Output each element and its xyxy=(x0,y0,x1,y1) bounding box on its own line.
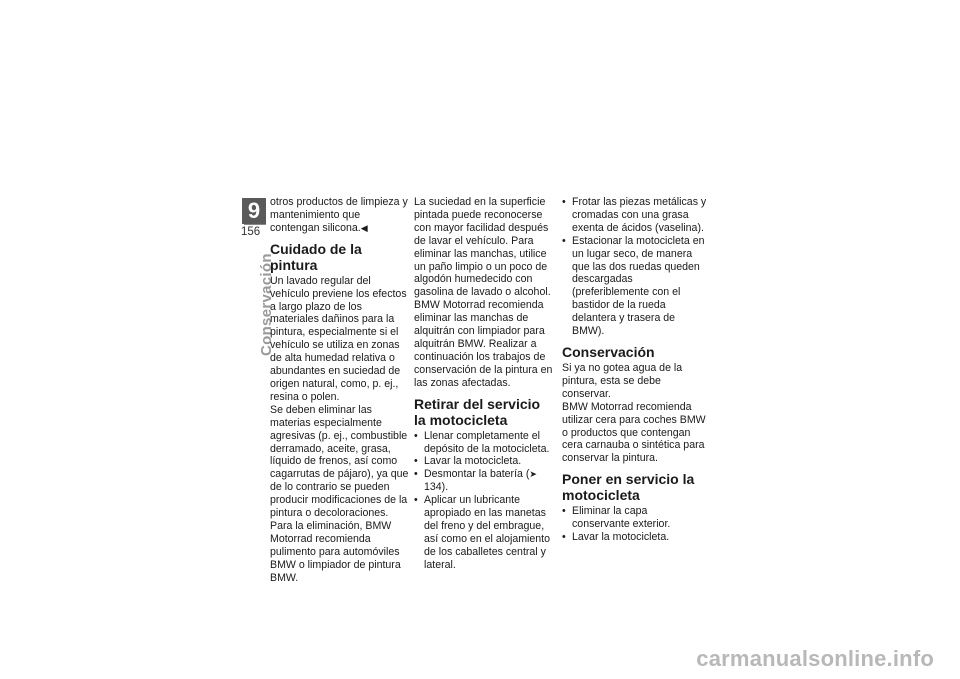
column-3 xyxy=(562,196,708,544)
bullet-list xyxy=(414,430,554,572)
paragraph: Si ya no gotea agua de la pintura, esta se debe conservar. xyxy=(562,361,683,400)
paragraph: Se deben eliminar las materias especialmente agresivas (p. ej., combustible derramado, aceite, grasa, líquido de frenos, así como cagarrutas de pájaro), ya que de lo contrario se pueden producir modificaciones de la pintura o decoloraciones. Para la eliminación, BMW Motorrad recomienda pulimento para automóviles BMW o limpiador de pintura BMW. xyxy=(270,403,409,584)
bullet-list xyxy=(562,505,708,544)
list-item: • Frotar las piezas metálicas y cromadas con una grasa exenta de ácidos (vaselina). xyxy=(562,196,708,235)
chapter-title: Conservación xyxy=(258,253,275,356)
watermark: carmanualsonline.info xyxy=(696,646,934,671)
chapter-number: 9 xyxy=(242,198,266,224)
list-item: • Llenar completamente el depósito de la motocicleta. xyxy=(414,430,554,456)
section-heading: Poner en servicio la motocicleta xyxy=(562,471,695,504)
list-item: • Aplicar un lubricante apropiado en las manetas del freno y del embrague, así como en el alojamiento de los caballetes central y lateral. xyxy=(414,494,554,571)
paragraph: La suciedad en la superficie pintada puede reconocerse con mayor facilidad después de lavar el vehículo. Para eliminar las manchas, utilice un paño limpio o un poco de algodón humedecido con gasolina de lavado o alcohol. BMW Motorrad recomienda eliminar las manchas de alquitrán con limpiador para alquitrán BMW. Realizar a continuación los trabajos de conservación de la pintura en las zonas afectadas. xyxy=(414,196,553,389)
paragraph: BMW Motorrad recomienda utilizar cera para coches BMW o productos que contengan cera carnauba o sintética para conservar la pintura. xyxy=(562,400,706,465)
bullet-list xyxy=(562,196,708,338)
list-item: • Lavar la motocicleta. xyxy=(562,531,708,544)
list-item: • Eliminar la capa conservante exterior. xyxy=(562,505,708,531)
section-heading: Conservación xyxy=(562,343,655,360)
paragraph: otros productos de limpieza y mantenimiento que contengan silicona.◀ xyxy=(270,196,408,234)
divider xyxy=(244,224,266,225)
list-item: • Lavar la motocicleta. xyxy=(414,455,554,468)
paragraph: Un lavado regular del vehículo previene los efectos a largo plazo de los materiales dañinos para la pintura, especialmente si el vehículo se utiliza en zonas de alta humedad relativa o abundantes en suciedad de origen natural, como, p. ej., resina o polen. xyxy=(270,274,407,403)
list-item: • Estacionar la motocicleta en un lugar seco, de manera que las dos ruedas queden descargadas (preferiblemente con el bastidor de la rueda delantera y trasera de BMW). xyxy=(562,235,708,338)
column-2 xyxy=(414,196,554,572)
page-reference-arrow-icon: ➤ xyxy=(529,469,537,480)
section-heading: Cuidado de la pintura xyxy=(270,240,362,273)
section-heading: Retirar del servicio la motocicleta xyxy=(414,395,541,428)
end-marker-icon: ◀ xyxy=(360,222,368,233)
list-item: • Desmontar la batería (➤ 134). xyxy=(414,468,554,494)
page-number: 156 xyxy=(241,226,261,238)
column-1 xyxy=(270,196,410,584)
